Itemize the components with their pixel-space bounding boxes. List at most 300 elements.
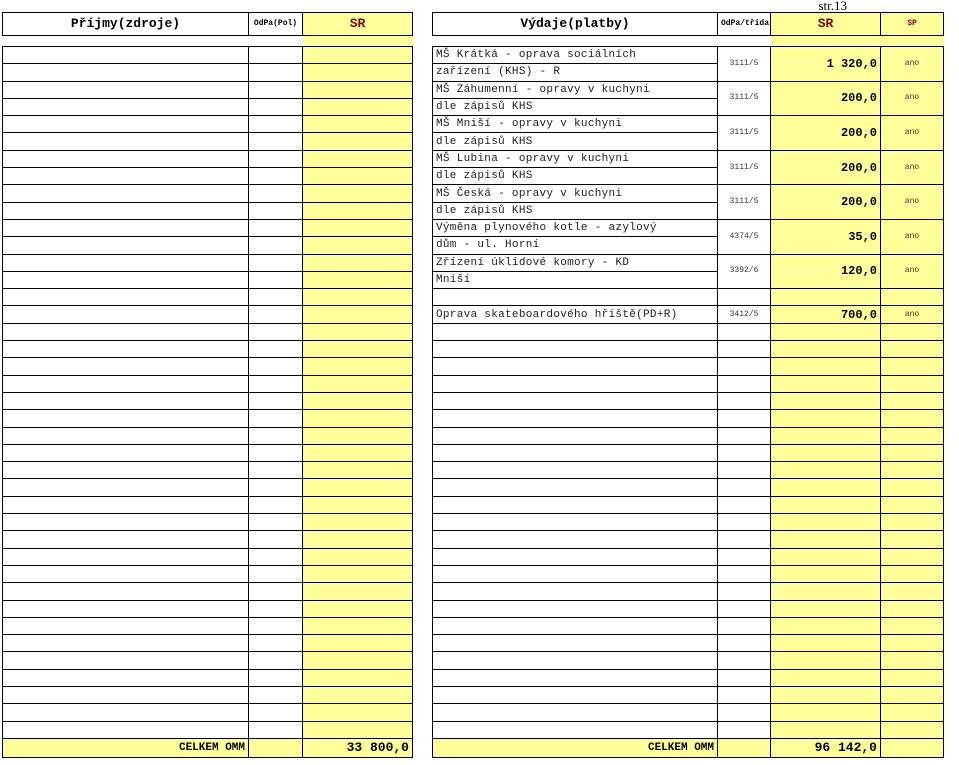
empty-cell	[249, 392, 303, 409]
empty-cell	[718, 323, 771, 340]
expense-code: 3111/5	[718, 47, 771, 82]
expense-amount: 200,0	[771, 150, 881, 185]
table-row	[3, 427, 413, 444]
spacer-cell	[249, 36, 303, 47]
empty-cell	[249, 462, 303, 479]
empty-cell	[433, 548, 718, 565]
empty-cell	[303, 548, 413, 565]
empty-cell	[303, 81, 413, 98]
empty-cell	[249, 600, 303, 617]
spacer-cell	[881, 36, 944, 47]
empty-cell	[433, 479, 718, 496]
table-row	[433, 444, 944, 461]
table-row	[3, 721, 413, 738]
table-row	[3, 341, 413, 358]
empty-cell	[881, 496, 944, 513]
table-row	[433, 427, 944, 444]
empty-cell	[881, 375, 944, 392]
empty-cell	[881, 635, 944, 652]
income-total-value: 33 800,0	[303, 738, 413, 757]
empty-cell	[881, 444, 944, 461]
table-row	[3, 462, 413, 479]
empty-cell	[3, 358, 249, 375]
spacer-cell	[3, 36, 249, 47]
empty-cell	[433, 704, 718, 721]
empty-cell	[249, 617, 303, 634]
empty-cell	[3, 565, 249, 582]
empty-cell	[249, 721, 303, 738]
expense-code: 3392/6	[718, 254, 771, 289]
table-row	[3, 116, 413, 133]
empty-cell	[881, 341, 944, 358]
empty-cell	[249, 479, 303, 496]
empty-cell	[771, 514, 881, 531]
empty-cell	[3, 289, 249, 306]
empty-cell	[881, 617, 944, 634]
spacer-cell	[433, 36, 718, 47]
table-row	[433, 47, 944, 64]
empty-cell	[771, 444, 881, 461]
expense-amount: 200,0	[771, 116, 881, 151]
empty-cell	[433, 686, 718, 703]
table-row	[433, 254, 944, 271]
empty-cell	[433, 341, 718, 358]
empty-cell	[3, 392, 249, 409]
empty-cell	[3, 704, 249, 721]
expense-code: 3111/5	[718, 116, 771, 151]
table-row	[433, 341, 944, 358]
table-row	[433, 150, 944, 167]
empty-cell	[433, 375, 718, 392]
empty-cell	[3, 150, 249, 167]
expense-sp: ano	[881, 81, 944, 116]
spacer-cell	[718, 36, 771, 47]
table-row	[433, 531, 944, 548]
table-row	[433, 721, 944, 738]
page-number: str.13	[818, 0, 847, 13]
empty-cell	[433, 323, 718, 340]
expense-description: Oprava skateboardového hřiště(PD+R)	[433, 306, 718, 323]
empty-cell	[3, 635, 249, 652]
spacer-row	[3, 36, 413, 47]
empty-cell	[881, 738, 944, 757]
empty-cell	[881, 323, 944, 340]
empty-cell	[303, 64, 413, 81]
empty-cell	[771, 479, 881, 496]
empty-cell	[303, 133, 413, 150]
empty-cell	[249, 341, 303, 358]
empty-cell	[3, 375, 249, 392]
empty-cell	[718, 548, 771, 565]
table-row	[3, 64, 413, 81]
empty-cell	[3, 462, 249, 479]
empty-cell	[303, 116, 413, 133]
income-table	[2, 12, 413, 758]
expense-amount: 35,0	[771, 219, 881, 254]
table-row	[3, 219, 413, 236]
empty-cell	[303, 531, 413, 548]
table-row	[433, 635, 944, 652]
empty-cell	[3, 669, 249, 686]
empty-cell	[3, 600, 249, 617]
empty-cell	[718, 410, 771, 427]
empty-cell	[249, 704, 303, 721]
table-row	[433, 219, 944, 236]
table-row	[433, 565, 944, 582]
table-row	[3, 150, 413, 167]
table-row	[433, 185, 944, 202]
empty-cell	[881, 686, 944, 703]
empty-cell	[3, 583, 249, 600]
empty-cell	[881, 669, 944, 686]
empty-cell	[718, 652, 771, 669]
empty-cell	[303, 462, 413, 479]
empty-cell	[718, 635, 771, 652]
empty-cell	[249, 514, 303, 531]
empty-cell	[718, 358, 771, 375]
empty-cell	[433, 514, 718, 531]
table-row	[433, 617, 944, 634]
empty-cell	[303, 444, 413, 461]
table-row	[433, 583, 944, 600]
empty-cell	[718, 738, 771, 757]
empty-cell	[718, 669, 771, 686]
expense-amount: 200,0	[771, 81, 881, 116]
expense-description: dům - ul. Horní	[433, 237, 718, 254]
expense-code: 3111/5	[718, 185, 771, 220]
income-sr-col-header: SR	[303, 13, 413, 36]
expense-sp: ano	[881, 254, 944, 289]
table-row	[3, 496, 413, 513]
empty-cell	[771, 565, 881, 582]
empty-cell	[303, 652, 413, 669]
expense-amount: 1 320,0	[771, 47, 881, 82]
table-row	[433, 81, 944, 98]
table-row	[3, 358, 413, 375]
empty-cell	[718, 496, 771, 513]
empty-cell	[303, 341, 413, 358]
empty-cell	[881, 583, 944, 600]
expense-title: Výdaje(platby)	[433, 13, 718, 36]
empty-cell	[718, 444, 771, 461]
income-total-row	[3, 738, 413, 757]
empty-cell	[881, 479, 944, 496]
table-row	[3, 323, 413, 340]
empty-cell	[881, 600, 944, 617]
table-row	[3, 652, 413, 669]
empty-cell	[303, 635, 413, 652]
empty-cell	[249, 635, 303, 652]
empty-cell	[718, 341, 771, 358]
empty-cell	[303, 237, 413, 254]
empty-cell	[881, 289, 944, 306]
table-row	[433, 479, 944, 496]
empty-cell	[433, 531, 718, 548]
empty-cell	[303, 583, 413, 600]
empty-cell	[771, 721, 881, 738]
empty-cell	[771, 652, 881, 669]
expense-description: Mniší	[433, 271, 718, 288]
empty-cell	[433, 410, 718, 427]
empty-cell	[249, 202, 303, 219]
empty-cell	[3, 133, 249, 150]
empty-cell	[433, 652, 718, 669]
empty-cell	[3, 427, 249, 444]
table-row	[433, 686, 944, 703]
income-total-label: CELKEM OMM	[3, 738, 249, 757]
empty-cell	[718, 479, 771, 496]
expense-description: dle zápisů KHS	[433, 98, 718, 115]
expense-code: 4374/5	[718, 219, 771, 254]
empty-cell	[303, 721, 413, 738]
empty-cell	[881, 565, 944, 582]
table-row	[3, 669, 413, 686]
empty-cell	[771, 289, 881, 306]
empty-cell	[433, 496, 718, 513]
empty-cell	[249, 358, 303, 375]
empty-cell	[303, 150, 413, 167]
empty-cell	[771, 323, 881, 340]
empty-cell	[249, 133, 303, 150]
income-code-col-header: OdPa(Pol)	[249, 13, 303, 36]
empty-cell	[249, 323, 303, 340]
table-row	[3, 548, 413, 565]
table-row	[3, 202, 413, 219]
empty-cell	[718, 289, 771, 306]
empty-cell	[249, 410, 303, 427]
expense-sr-col-header: SR	[771, 13, 881, 36]
empty-cell	[249, 271, 303, 288]
empty-cell	[771, 669, 881, 686]
empty-cell	[3, 306, 249, 323]
empty-cell	[771, 375, 881, 392]
expense-description: dle zápisů KHS	[433, 168, 718, 185]
expense-sp: ano	[881, 116, 944, 151]
empty-cell	[3, 237, 249, 254]
empty-cell	[3, 271, 249, 288]
table-row	[3, 168, 413, 185]
empty-cell	[881, 462, 944, 479]
empty-cell	[303, 202, 413, 219]
empty-cell	[3, 323, 249, 340]
empty-cell	[249, 219, 303, 236]
table-row	[3, 271, 413, 288]
table-row	[3, 686, 413, 703]
empty-cell	[249, 116, 303, 133]
table-row	[3, 444, 413, 461]
empty-cell	[881, 531, 944, 548]
expense-code: 3111/5	[718, 150, 771, 185]
expense-description: dle zápisů KHS	[433, 202, 718, 219]
empty-cell	[718, 686, 771, 703]
empty-cell	[718, 427, 771, 444]
empty-cell	[249, 565, 303, 582]
table-row	[3, 98, 413, 115]
empty-cell	[718, 583, 771, 600]
empty-cell	[303, 375, 413, 392]
table-row	[3, 583, 413, 600]
income-title: Příjmy(zdroje)	[3, 13, 249, 36]
empty-cell	[3, 548, 249, 565]
table-row	[433, 306, 944, 323]
empty-cell	[249, 306, 303, 323]
table-row	[433, 289, 944, 306]
empty-cell	[771, 427, 881, 444]
spacer-row	[433, 36, 944, 47]
empty-cell	[303, 704, 413, 721]
empty-cell	[249, 375, 303, 392]
expense-description: MŠ Krátká - oprava sociálních	[433, 47, 718, 64]
empty-cell	[771, 617, 881, 634]
table-row	[3, 81, 413, 98]
income-header-row	[3, 13, 413, 36]
expense-sp: ano	[881, 219, 944, 254]
empty-cell	[3, 81, 249, 98]
expense-total-row	[433, 738, 944, 757]
table-row	[3, 185, 413, 202]
empty-cell	[771, 704, 881, 721]
table-row	[3, 514, 413, 531]
empty-cell	[771, 410, 881, 427]
empty-cell	[249, 496, 303, 513]
expense-description: MŠ Lubina - opravy v kuchyni	[433, 150, 718, 167]
empty-cell	[3, 98, 249, 115]
empty-cell	[249, 185, 303, 202]
empty-cell	[718, 375, 771, 392]
empty-cell	[303, 410, 413, 427]
table-row	[3, 254, 413, 271]
empty-cell	[3, 514, 249, 531]
empty-cell	[249, 427, 303, 444]
empty-cell	[249, 254, 303, 271]
empty-cell	[249, 669, 303, 686]
table-row	[433, 704, 944, 721]
expense-total-value: 96 142,0	[771, 738, 881, 757]
empty-cell	[303, 617, 413, 634]
table-row	[3, 704, 413, 721]
empty-cell	[303, 686, 413, 703]
expense-description: MŠ Záhumenní - opravy v kuchyni	[433, 81, 718, 98]
empty-cell	[249, 548, 303, 565]
empty-cell	[249, 150, 303, 167]
empty-cell	[303, 323, 413, 340]
table-row	[433, 600, 944, 617]
empty-cell	[771, 392, 881, 409]
expense-amount: 700,0	[771, 306, 881, 323]
empty-cell	[303, 479, 413, 496]
empty-cell	[249, 98, 303, 115]
empty-cell	[771, 358, 881, 375]
table-row	[433, 496, 944, 513]
empty-cell	[3, 531, 249, 548]
empty-cell	[303, 565, 413, 582]
empty-cell	[881, 427, 944, 444]
empty-cell	[718, 462, 771, 479]
empty-cell	[771, 496, 881, 513]
empty-cell	[249, 583, 303, 600]
empty-cell	[303, 185, 413, 202]
empty-cell	[3, 116, 249, 133]
empty-cell	[881, 358, 944, 375]
empty-cell	[433, 721, 718, 738]
expense-amount: 200,0	[771, 185, 881, 220]
empty-cell	[303, 600, 413, 617]
empty-cell	[881, 548, 944, 565]
expense-total-label: CELKEM OMM	[433, 738, 718, 757]
table-row	[3, 479, 413, 496]
empty-cell	[303, 271, 413, 288]
empty-cell	[249, 738, 303, 757]
empty-cell	[3, 254, 249, 271]
empty-cell	[433, 358, 718, 375]
table-row	[3, 635, 413, 652]
table-row	[433, 116, 944, 133]
empty-cell	[249, 652, 303, 669]
empty-cell	[433, 427, 718, 444]
expense-description: dle zápisů KHS	[433, 133, 718, 150]
expense-description: Výměna plynového kotle - azylový	[433, 219, 718, 236]
empty-cell	[303, 427, 413, 444]
empty-cell	[249, 168, 303, 185]
empty-cell	[433, 635, 718, 652]
empty-cell	[771, 600, 881, 617]
empty-cell	[718, 704, 771, 721]
expense-code: 3412/5	[718, 306, 771, 323]
empty-cell	[771, 531, 881, 548]
empty-cell	[433, 392, 718, 409]
table-row	[3, 600, 413, 617]
empty-cell	[718, 600, 771, 617]
expense-code-col-header: OdPa/třída	[718, 13, 771, 36]
empty-cell	[249, 47, 303, 64]
empty-cell	[771, 583, 881, 600]
empty-cell	[3, 410, 249, 427]
empty-cell	[249, 444, 303, 461]
empty-cell	[881, 392, 944, 409]
expense-amount: 120,0	[771, 254, 881, 289]
empty-cell	[771, 462, 881, 479]
empty-cell	[718, 721, 771, 738]
empty-cell	[718, 392, 771, 409]
expense-table	[432, 12, 944, 758]
expense-sp: ano	[881, 185, 944, 220]
empty-cell	[771, 686, 881, 703]
table-row	[433, 462, 944, 479]
empty-cell	[3, 219, 249, 236]
table-row	[433, 323, 944, 340]
expense-sp: ano	[881, 306, 944, 323]
empty-cell	[433, 289, 718, 306]
empty-cell	[881, 410, 944, 427]
expense-code: 3111/5	[718, 81, 771, 116]
empty-cell	[3, 64, 249, 81]
empty-cell	[249, 289, 303, 306]
expense-header-row	[433, 13, 944, 36]
empty-cell	[303, 306, 413, 323]
empty-cell	[771, 548, 881, 565]
empty-cell	[303, 219, 413, 236]
empty-cell	[718, 617, 771, 634]
expense-description: MŠ Mniší - opravy v kuchyni	[433, 116, 718, 133]
empty-cell	[433, 444, 718, 461]
empty-cell	[881, 721, 944, 738]
expense-description: Zřízení úklidové komory - KD	[433, 254, 718, 271]
empty-cell	[3, 202, 249, 219]
empty-cell	[3, 444, 249, 461]
empty-cell	[433, 583, 718, 600]
empty-cell	[249, 64, 303, 81]
expense-sp: ano	[881, 150, 944, 185]
